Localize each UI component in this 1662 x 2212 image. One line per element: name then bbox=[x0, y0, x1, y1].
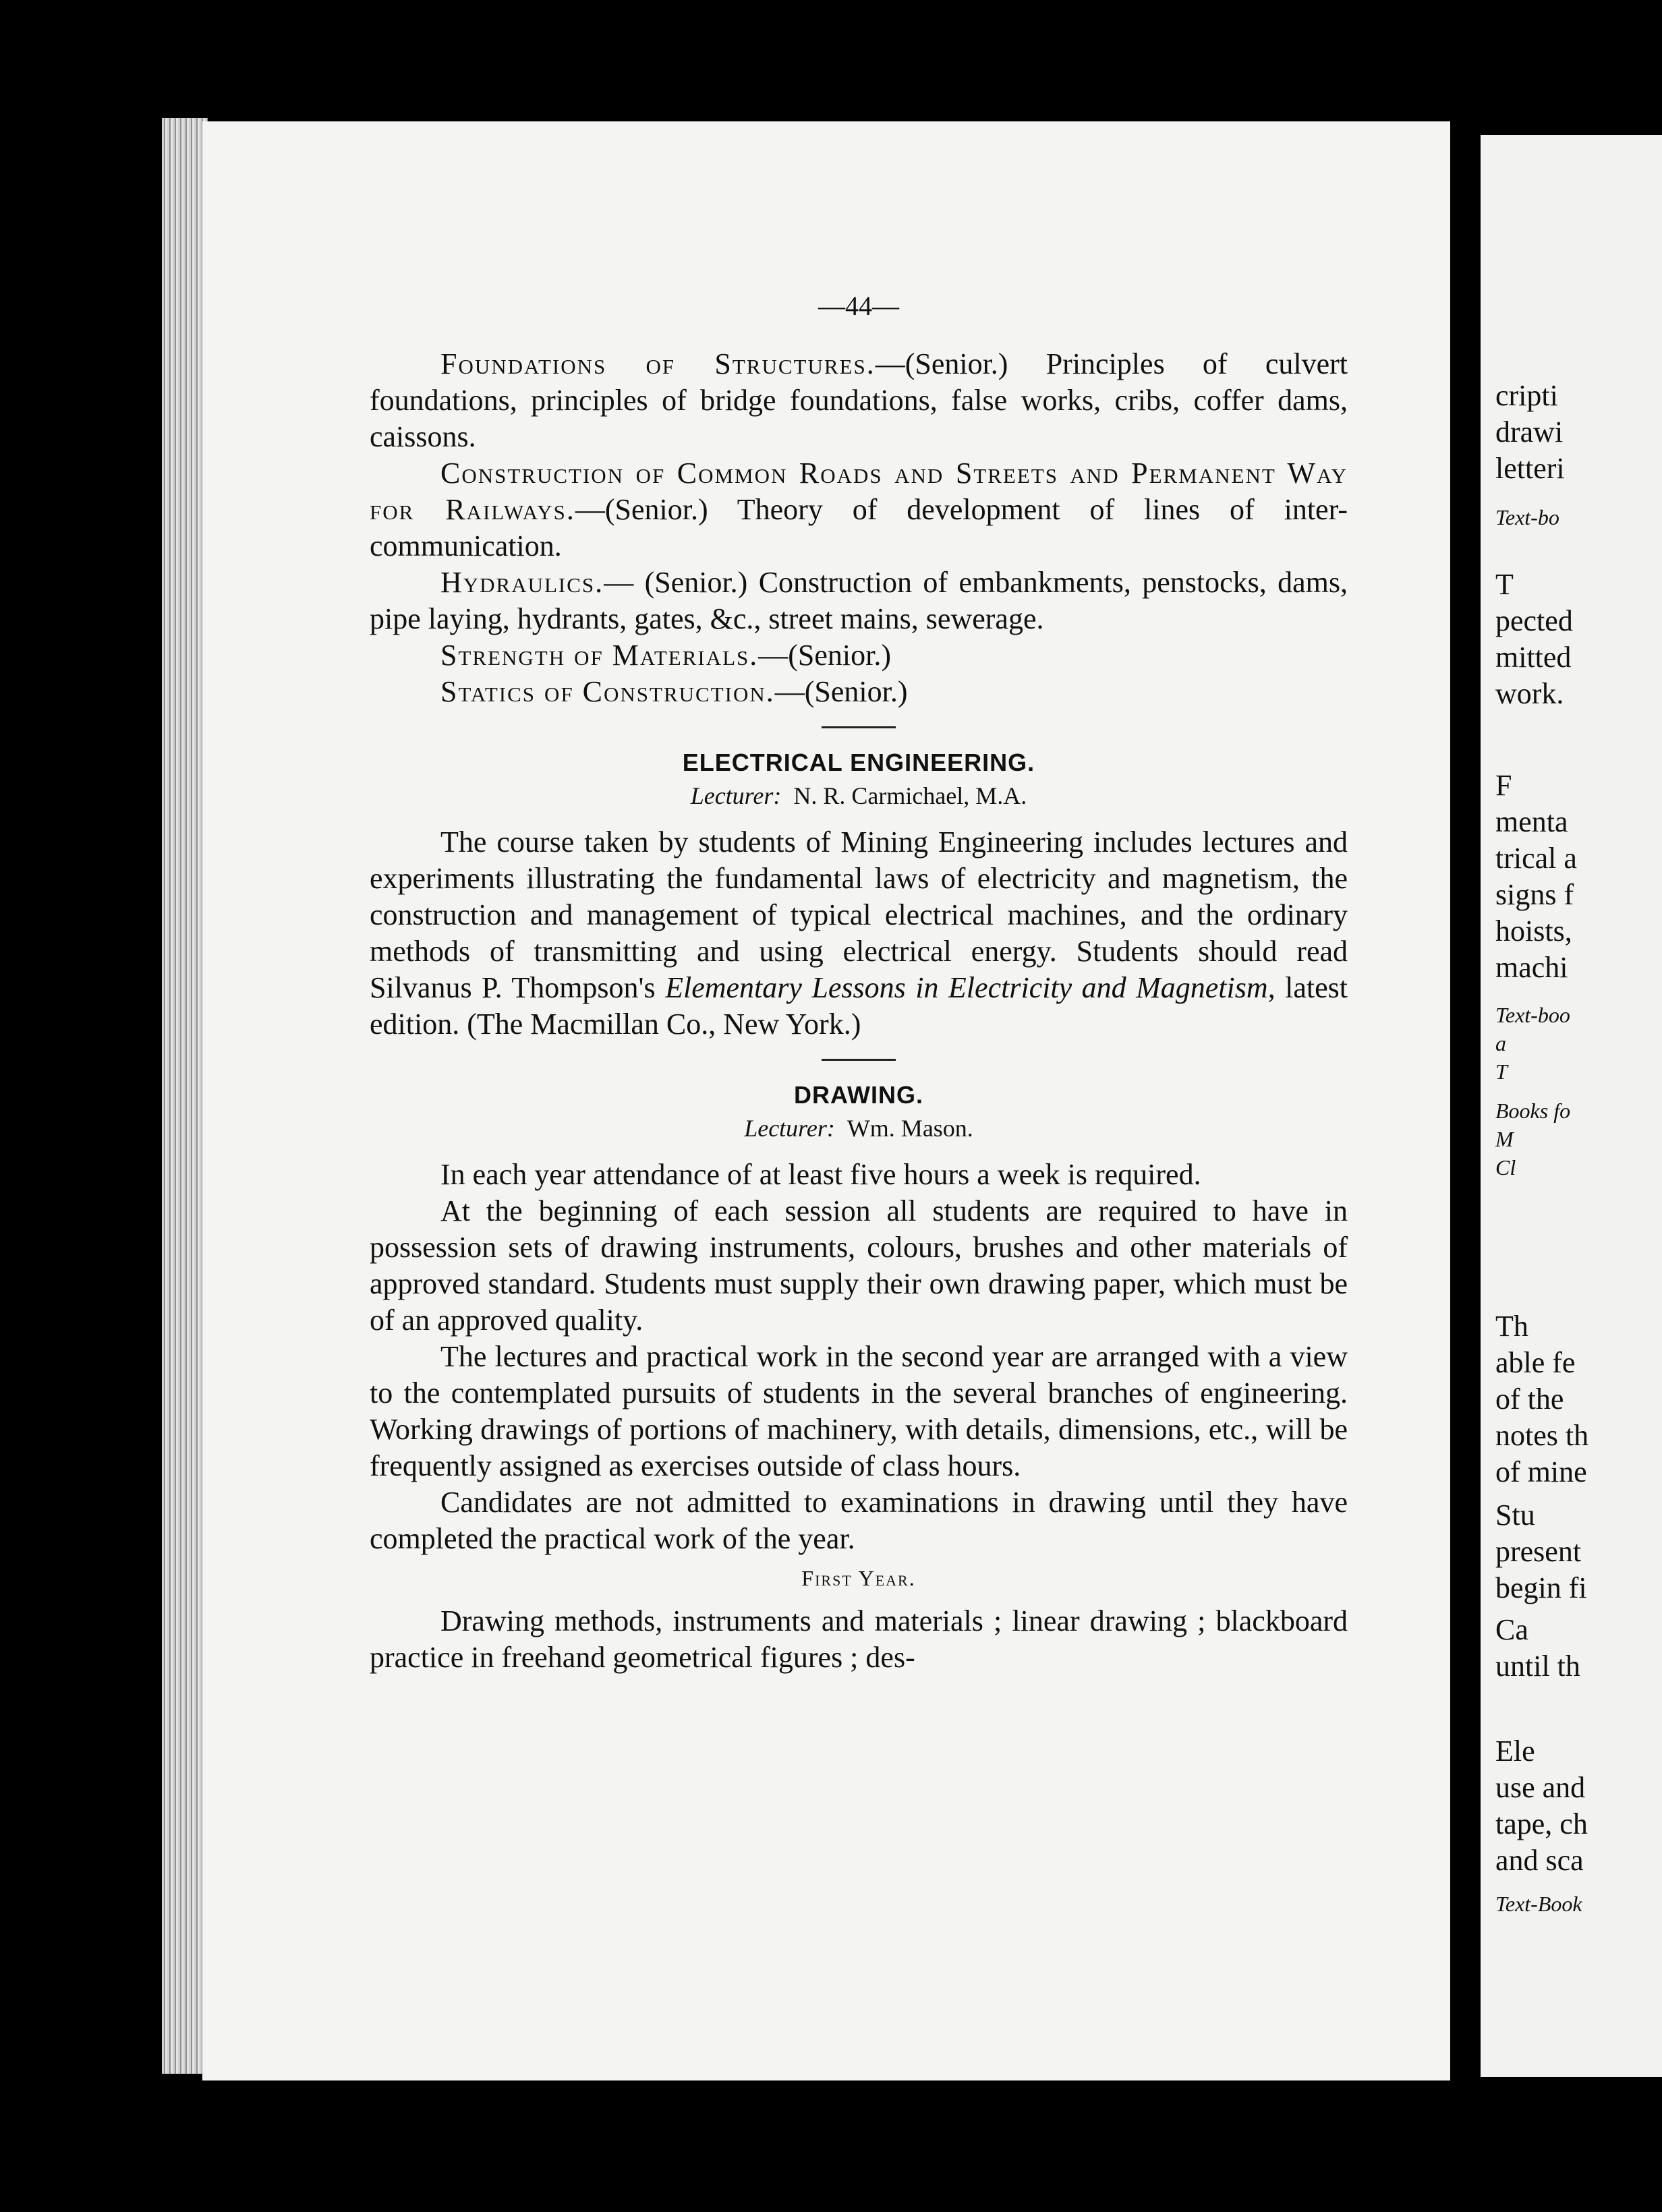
right-line: present bbox=[1495, 1535, 1582, 1568]
foundations-text: —(Senior.) Principles of culvert foundations, principles of bridge foundations, false works, cribs, coffer dams, caissons. bbox=[370, 347, 1348, 453]
right-line: until th bbox=[1495, 1650, 1580, 1683]
right-line: signs f bbox=[1495, 878, 1574, 911]
drawing-heading: DRAWING. bbox=[794, 1081, 923, 1109]
lecturer-label: Lecturer: bbox=[744, 1115, 835, 1142]
statics-paragraph bbox=[370, 674, 1348, 710]
right-line: tape, ch bbox=[1495, 1807, 1588, 1840]
right-line: trical a bbox=[1495, 842, 1577, 875]
right-line: cripti bbox=[1495, 379, 1558, 412]
right-line: M bbox=[1495, 1127, 1514, 1151]
right-line: Books fo bbox=[1495, 1099, 1571, 1123]
section-divider bbox=[822, 1059, 896, 1061]
drawing-lecturer bbox=[370, 1112, 1348, 1144]
lecturer-name: N. R. Carmichael, M.A. bbox=[793, 782, 1027, 809]
right-page-fragment bbox=[1481, 135, 1662, 2077]
electrical-paragraph bbox=[370, 824, 1348, 1043]
foundations-paragraph bbox=[370, 346, 1348, 455]
statics-text: —(Senior.) bbox=[774, 675, 908, 708]
right-line: Stu bbox=[1495, 1498, 1535, 1532]
right-line: F bbox=[1495, 769, 1512, 802]
right-line: able fe bbox=[1495, 1346, 1576, 1379]
lecturer-label: Lecturer: bbox=[690, 782, 782, 809]
drawing-paragraph: At the beginning of each session all students are required to have in possession sets of drawing instruments, colours, brushes and other materials of approved standard. Students must supply their own drawing paper, which must be of an approved quality. bbox=[370, 1194, 1348, 1337]
strength-paragraph bbox=[370, 637, 1348, 674]
right-line: machi bbox=[1495, 951, 1568, 984]
book-title: Elementary Lessons in Electricity and Magnetism, bbox=[665, 971, 1276, 1004]
right-line: Ele bbox=[1495, 1735, 1535, 1768]
strength-text: —(Senior.) bbox=[758, 639, 892, 672]
right-line: and sca bbox=[1495, 1844, 1584, 1877]
right-line: Th bbox=[1495, 1310, 1528, 1343]
roads-paragraph bbox=[370, 455, 1348, 564]
right-line: Cl bbox=[1495, 1155, 1516, 1180]
right-line: Text-boo bbox=[1495, 1003, 1570, 1027]
drawing-paragraph: The lectures and practical work in the second year are arranged with a view to the contemplated pursuits of students in the several branches of engineering. Working drawings of portions of machinery, with details, dimensions, etc., will be frequently assigned as exercises outside of class hours. bbox=[370, 1340, 1348, 1482]
right-line: a bbox=[1495, 1031, 1506, 1055]
left-page-content bbox=[370, 290, 1348, 1676]
right-line: mitted bbox=[1495, 641, 1572, 674]
right-line: drawi bbox=[1495, 415, 1564, 448]
right-line: hoists, bbox=[1495, 914, 1572, 948]
right-line: pected bbox=[1495, 604, 1573, 637]
roads-text: —(Senior.) Theory of development of lines of inter-communication. bbox=[370, 493, 1348, 562]
right-line: of mine bbox=[1495, 1455, 1587, 1488]
electrical-text-end: latest edition. (The Macmillan Co., New York.) bbox=[370, 971, 1348, 1041]
right-line: notes th bbox=[1495, 1419, 1589, 1452]
right-line: Ca bbox=[1495, 1613, 1528, 1646]
right-line: T bbox=[1495, 1059, 1508, 1084]
strength-heading: Strength of Materials. bbox=[440, 639, 759, 672]
electrical-lecturer bbox=[370, 780, 1348, 812]
foundations-heading: Foundations of Structures. bbox=[440, 347, 876, 380]
right-line: use and bbox=[1495, 1771, 1586, 1804]
right-line: menta bbox=[1495, 805, 1568, 838]
first-year-paragraph: Drawing methods, instruments and materials ; linear drawing ; blackboard practice in freehand geometrical figures ; des- bbox=[370, 1604, 1348, 1674]
first-year-heading: First Year. bbox=[801, 1566, 916, 1590]
statics-heading: Statics of Construction. bbox=[440, 675, 775, 708]
lecturer-name: Wm. Mason. bbox=[847, 1115, 973, 1142]
drawing-paragraph: In each year attendance of at least five hours a week is required. bbox=[440, 1158, 1201, 1191]
right-line: of the bbox=[1495, 1382, 1564, 1416]
electrical-heading: ELECTRICAL ENGINEERING. bbox=[682, 749, 1035, 776]
right-line: T bbox=[1495, 568, 1514, 601]
hydraulics-heading: Hydraulics. bbox=[440, 566, 604, 599]
drawing-paragraph: Candidates are not admitted to examinations in drawing until they have completed the practical work of the year. bbox=[370, 1486, 1348, 1555]
right-line: Text-Book bbox=[1495, 1892, 1582, 1916]
roads-heading: Construction of Common Roads and Streets and Permanent Way for Railways. bbox=[370, 457, 1348, 526]
hydraulics-paragraph bbox=[370, 564, 1348, 637]
page-edge-stack bbox=[162, 118, 208, 2074]
right-line: Text-bo bbox=[1495, 505, 1559, 529]
right-line: letteri bbox=[1495, 452, 1565, 485]
hydraulics-text: — (Senior.) Construction of embankments, penstocks, dams, pipe laying, hydrants, gates, &c., street mains, sewerage. bbox=[370, 566, 1348, 635]
page-number: —44— bbox=[818, 291, 899, 321]
electrical-text: The course taken by students of Mining Engineering includes lectures and experiments illustrating the fundamental laws of electricity and magnetism, the construction and management of typical electrical machines, and the ordinary methods of transmitting and using electrical energy. Students should read Silvanus P. Thompson's bbox=[370, 825, 1348, 1004]
section-divider bbox=[822, 726, 896, 728]
right-line: begin fi bbox=[1495, 1571, 1587, 1604]
right-line: work. bbox=[1495, 677, 1564, 710]
